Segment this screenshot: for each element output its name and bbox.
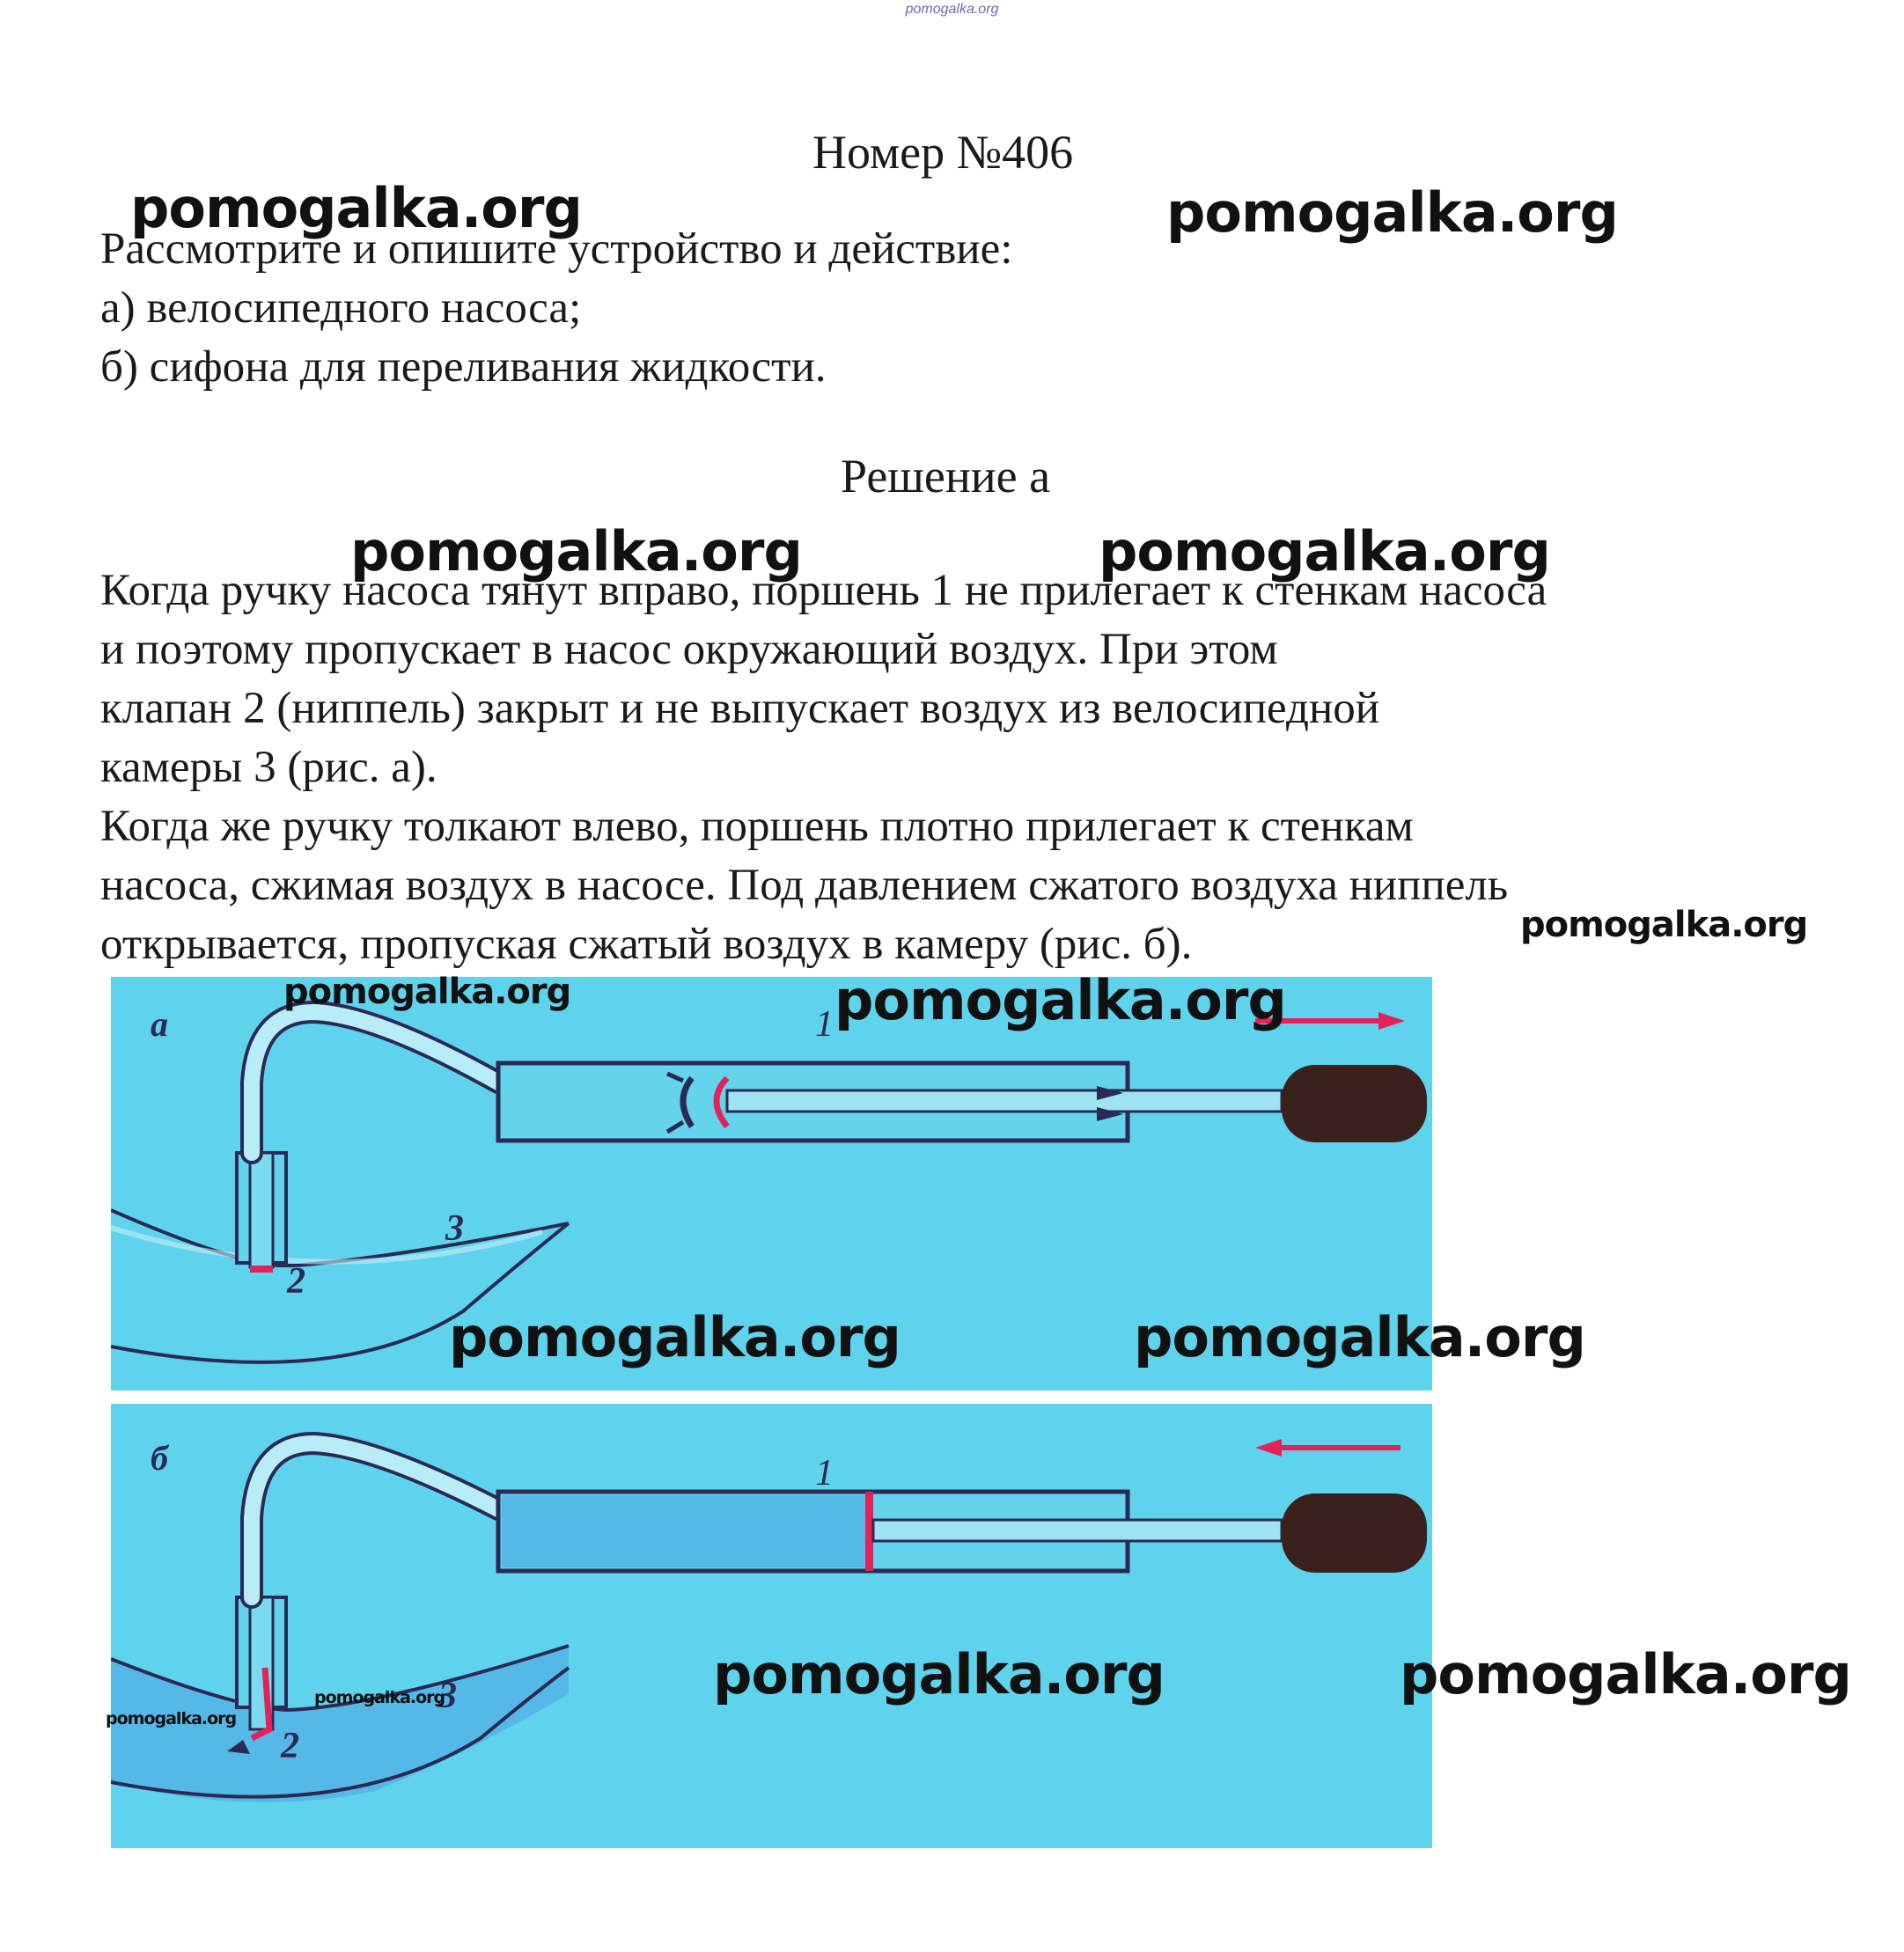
solution-heading: Решение а [841, 450, 1051, 503]
solution-line: и поэтому пропускает в насос окружающий воздух. При этом [100, 625, 1278, 674]
task-line-3: б) сифона для переливания жидкости. [100, 342, 827, 392]
watermark: pomogalka.org [314, 1688, 445, 1707]
solution-line: камеры 3 (рис. а). [100, 743, 437, 792]
solution-line: открывается, пропуская сжатый воздух в камеру (рис. б). [100, 920, 1193, 969]
figure-a-label-chamber: 3 [445, 1208, 464, 1249]
watermark: pomogalka.org [713, 1642, 1165, 1706]
solution-line: Когда ручку насоса тянут вправо, поршень 1 не прилегает к стенкам насоса [100, 566, 1547, 615]
watermark: pomogalka.org [350, 519, 802, 583]
watermark: pomogalka.org [130, 176, 582, 240]
watermark: pomogalka.org [1099, 519, 1550, 583]
watermark: pomogalka.org [834, 968, 1286, 1032]
figure-b-label-valve: 2 [281, 1726, 299, 1766]
watermark: pomogalka.org [1166, 180, 1618, 245]
solution-line: Когда же ручку толкают влево, поршень плотно прилегает к стенкам [100, 802, 1414, 851]
figure-a-label-piston: 1 [815, 1004, 834, 1045]
figure-b-letter: б [151, 1438, 168, 1478]
watermark: pomogalka.org [1134, 1305, 1585, 1369]
figure-a-label-valve: 2 [287, 1261, 305, 1302]
site-mark-top: pomogalka.org [905, 2, 999, 17]
solution-line: клапан 2 (ниппель) закрыт и не выпускает воздух из велосипедной [100, 684, 1380, 733]
figure-b-label-piston: 1 [815, 1453, 834, 1493]
figure-b-pump-pushed [111, 1404, 1432, 1848]
watermark: pomogalka.org [1520, 905, 1808, 945]
figure-a-letter: а [151, 1004, 168, 1044]
figure-b-label-chamber: 3 [438, 1676, 457, 1716]
task-line-2: а) велосипедного насоса; [100, 283, 582, 333]
watermark: pomogalka.org [1400, 1642, 1851, 1706]
pump-diagram-b [111, 1404, 1432, 1848]
page-title: Номер №406 [812, 126, 1074, 179]
watermark: pomogalka.org [283, 972, 571, 1012]
watermark: pomogalka.org [449, 1305, 901, 1369]
solution-line: насоса, сжимая воздух в насосе. Под давлением сжатого воздуха ниппель [100, 861, 1509, 910]
task-line-1: Рассмотрите и опишите устройство и действие: [100, 224, 1013, 274]
watermark: pomogalka.org [106, 1709, 237, 1728]
